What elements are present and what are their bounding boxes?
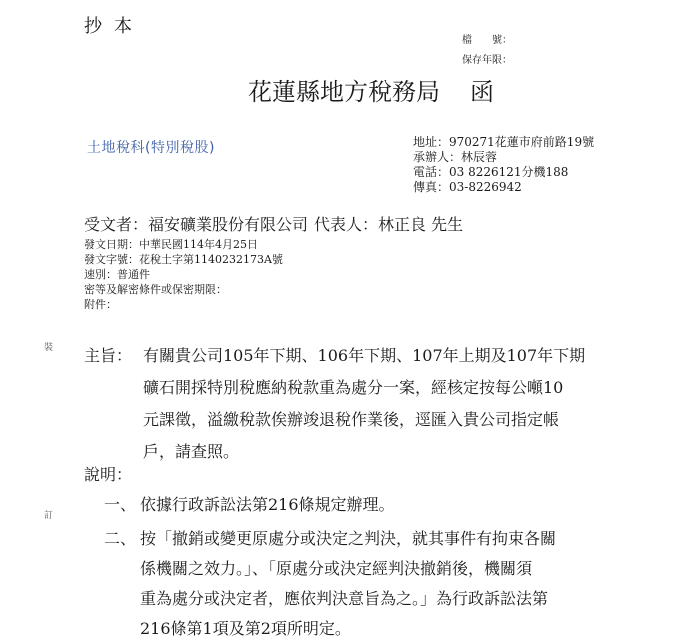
agency-title (248, 72, 494, 107)
explanation-label: 說明： (84, 465, 133, 484)
subject-line: 戶，請查照。 (143, 442, 240, 461)
copy-mark: 抄本 (84, 16, 144, 37)
recipient-name: 受文者：福安礦業股份有限公司 (84, 215, 309, 234)
item-line: 係機關之效力。」、「原處分或決定經判決撤銷後，機關須 (140, 559, 533, 578)
subject-line: 元課徵，溢繳稅款俟辦竣退稅作業後，逕匯入貴公司指定帳 (143, 410, 560, 429)
recipient-line (84, 212, 463, 235)
contact-fax: 傳真：03-8226942 (413, 180, 522, 194)
recipient-representative: 代表人：林正良 先生 (314, 215, 464, 234)
secrecy-level: 密等及解密條件或保密期限： (84, 283, 227, 296)
agency-name: 花蓮縣地方稅務局 (248, 78, 440, 106)
file-number-label: 檔 號： (462, 35, 512, 46)
delivery-speed: 速別：普通件 (84, 268, 150, 281)
item-line: 216條第1項及第2項所明定。 (140, 619, 351, 638)
contact-phone: 電話：03 8226121分機188 (413, 165, 569, 179)
contact-block (413, 135, 594, 195)
subject-label: 主旨： (84, 346, 133, 365)
retention-label: 保存年限： (462, 55, 512, 66)
item-line: 重為處分或決定者，應依判決意旨為之。」為行政訴訟法第 (140, 589, 549, 608)
contact-address: 地址：970271花蓮市府前路19號 (413, 135, 595, 149)
attachment: 附件： (84, 298, 117, 311)
subject-line: 有關貴公司105年下期、106年下期、107年上期及107年下期 (143, 346, 586, 365)
document-fields (84, 237, 283, 312)
contact-handler: 承辦人：林辰蓉 (413, 150, 498, 164)
document-number: 發文字號：花稅土字第1140232173A號 (84, 253, 283, 266)
item-line: 依據行政訴訟法第216條規定辦理。 (140, 495, 395, 514)
subject-line: 礦石開採特別稅應納稅款重為處分一案，經核定按每公噸10 (143, 378, 564, 397)
doc-type: 函 (470, 78, 494, 106)
binding-mark: 裝 (44, 343, 54, 353)
department-stamp: 土地稅科(特別稅股) (87, 140, 215, 156)
issue-date: 發文日期：中華民國114年4月25日 (84, 238, 258, 251)
stitch-mark: 訂 (44, 511, 54, 521)
item-number: 一、 (104, 495, 137, 514)
item-line: 按「撤銷或變更原處分或決定之判決，就其事件有拘束各關 (140, 529, 557, 548)
item-number: 二、 (104, 529, 137, 548)
